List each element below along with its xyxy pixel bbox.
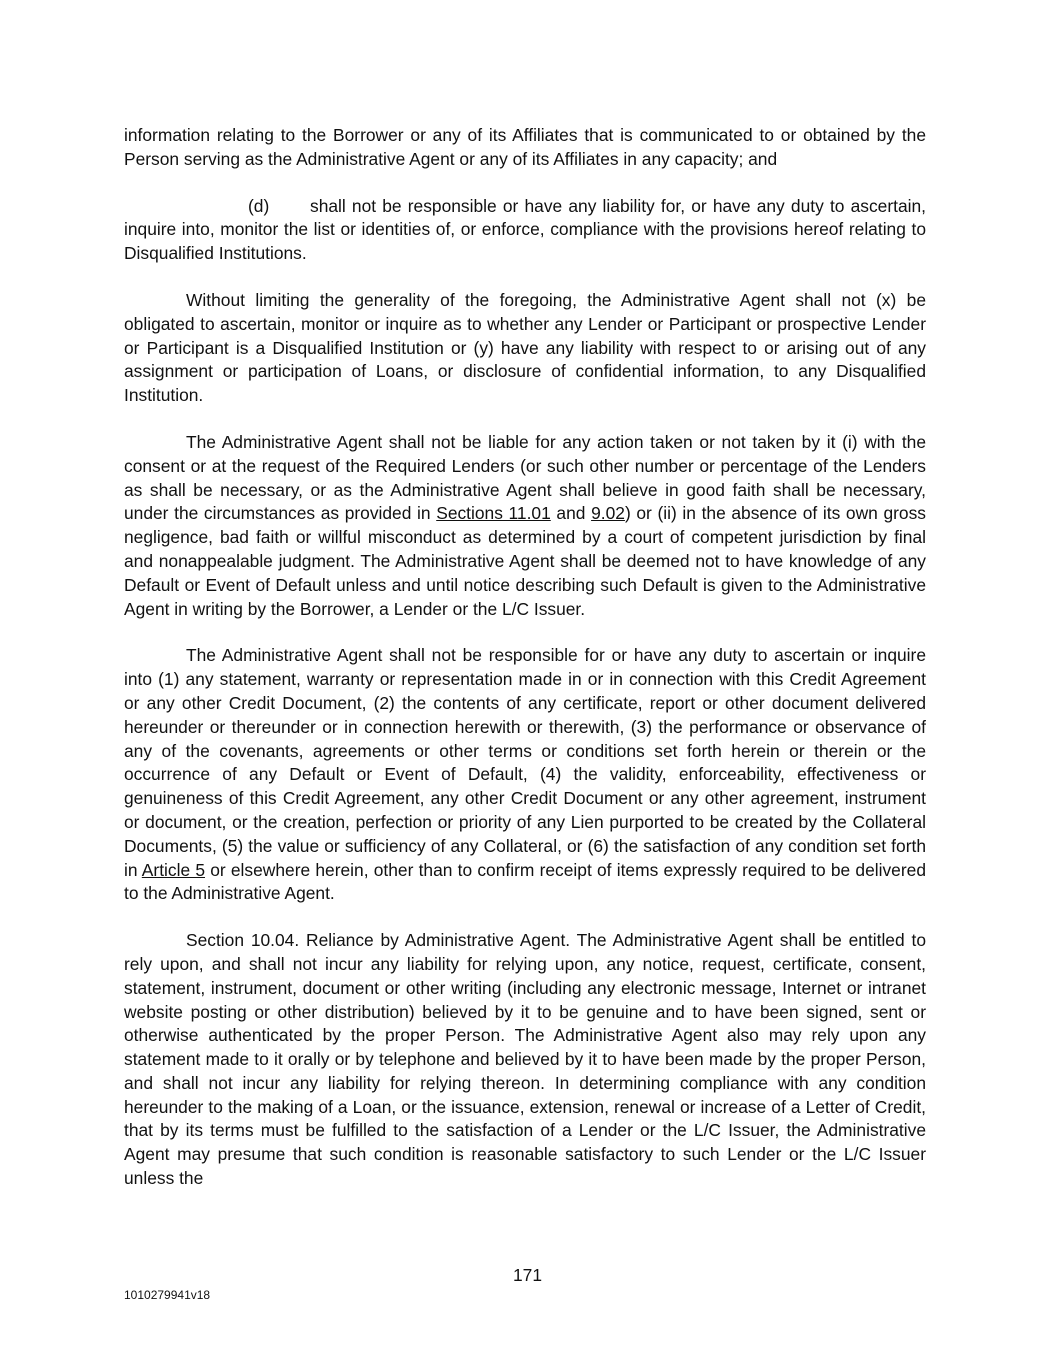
document-page [124,124,926,1214]
paragraph-text: The Administrative Agent shall not be responsible for or have any duty to ascertain or inquire into (1) any statement, warranty or representation made in or in connection with this Credit Agreement or any other Credit Document, (2) the contents of any certificate, report or other document delivered hereunder or thereunder or in connection herewith or therewith, (3) the performance or observance of any of the covenants, agreements or other terms or conditions set forth herein or therein or the occurrence of any Default or Event of Default, (4) the validity, enforceability, effectiveness or genuineness of this Credit Agreement, any other Credit Document or any other agreement, instrument or document, or the creation, perfection or priority of any Lien purported to be created by the Collateral Documents, (5) the value or sufficiency of any Collateral, or (6) the satisfaction of any condition set forth in [124,645,926,880]
link-article-5[interactable]: Article 5 [141,859,205,880]
paragraph-liability [124,431,926,621]
link-sections-11-01[interactable]: Sections 11.01 [436,503,551,524]
clause-d [124,195,926,266]
clause-label: (d) [248,195,270,216]
paragraph-text: ) or (ii) in the absence of its own gross negligence, bad faith or willful misconduct as determined by a court of competent jurisdiction by final and nonappealable judgment. The Administrative Agent shall be deemed not to have knowledge of any Default or Event of Default unless and until notice describing such Default is given to the Administrative Agent in writing by the Borrower, a Lender or the L/C Issuer. [124,503,926,619]
paragraph-disqualified [124,289,926,408]
document-id: 1010279941v18 [124,1288,211,1302]
paragraph-text: Section 10.04. Reliance by Administrative Agent. The Administrative Agent shall be entitled to rely upon, and shall not incur any liability for relying upon, any notice, request, certificate, consent, statement, instrument, document or other writing (including any electronic message, Internet or intranet website posting or other distribution) believed by it to be genuine and to have been signed, sent or otherwise authenticated by the proper Person. The Administrative Agent also may rely upon any statement made to it orally or by telephone and believed by it to have been made by the proper Person, and shall not incur any liability for relying thereon. In determining compliance with any condition hereunder to the making of a Loan, or the issuance, extension, renewal or increase of a Letter of Credit, that by its terms must be fulfilled to the satisfaction of a Lender or the L/C Issuer, the Administrative Agent may presume that such condition is reasonable satisfactory to such Lender or the L/C Issuer unless the [124,930,926,1189]
clause-text: shall not be responsible or have any liability for, or have any duty to ascertain, inquire into, monitor the list or identities of, or enforce, compliance with the provisions hereof relating to Disqualified Institutions. [124,195,926,264]
paragraph-continuation [124,124,926,172]
link-section-9-02[interactable]: 9.02 [591,503,625,524]
paragraph-text: information relating to the Borrower or any of its Affiliates that is communicated to or obtained by the Person serving as the Administrative Agent or any of its Affiliates in any capacity; and [124,125,926,169]
paragraph-text: and [550,503,592,524]
paragraph-text: or elsewhere herein, other than to confirm receipt of items expressly required to be delivered to the Administrative Agent. [124,859,926,904]
paragraph-text: The Administrative Agent shall not be liable for any action taken or not taken by it (i) with the consent or at the request of the Required Lenders (or such other number or percentage of the Lenders as shall be necessary, or as the Administrative Agent shall believe in good faith shall be necessary, under the circumstances as provided in [124,431,926,524]
section-10-04 [124,929,926,1191]
page-number: 171 [512,1265,542,1285]
paragraph-text: Without limiting the generality of the foregoing, the Administrative Agent shall not (x) be obligated to ascertain, monitor or inquire as to whether any Lender or Participant or prospective Lender or Participant is a Disqualified Institution or (y) have any liability with respect to or arising out of any assignment or participation of Loans, or disclosure of confidential information, to any Disqualified Institution. [124,289,926,406]
paragraph-responsibility [124,644,926,906]
